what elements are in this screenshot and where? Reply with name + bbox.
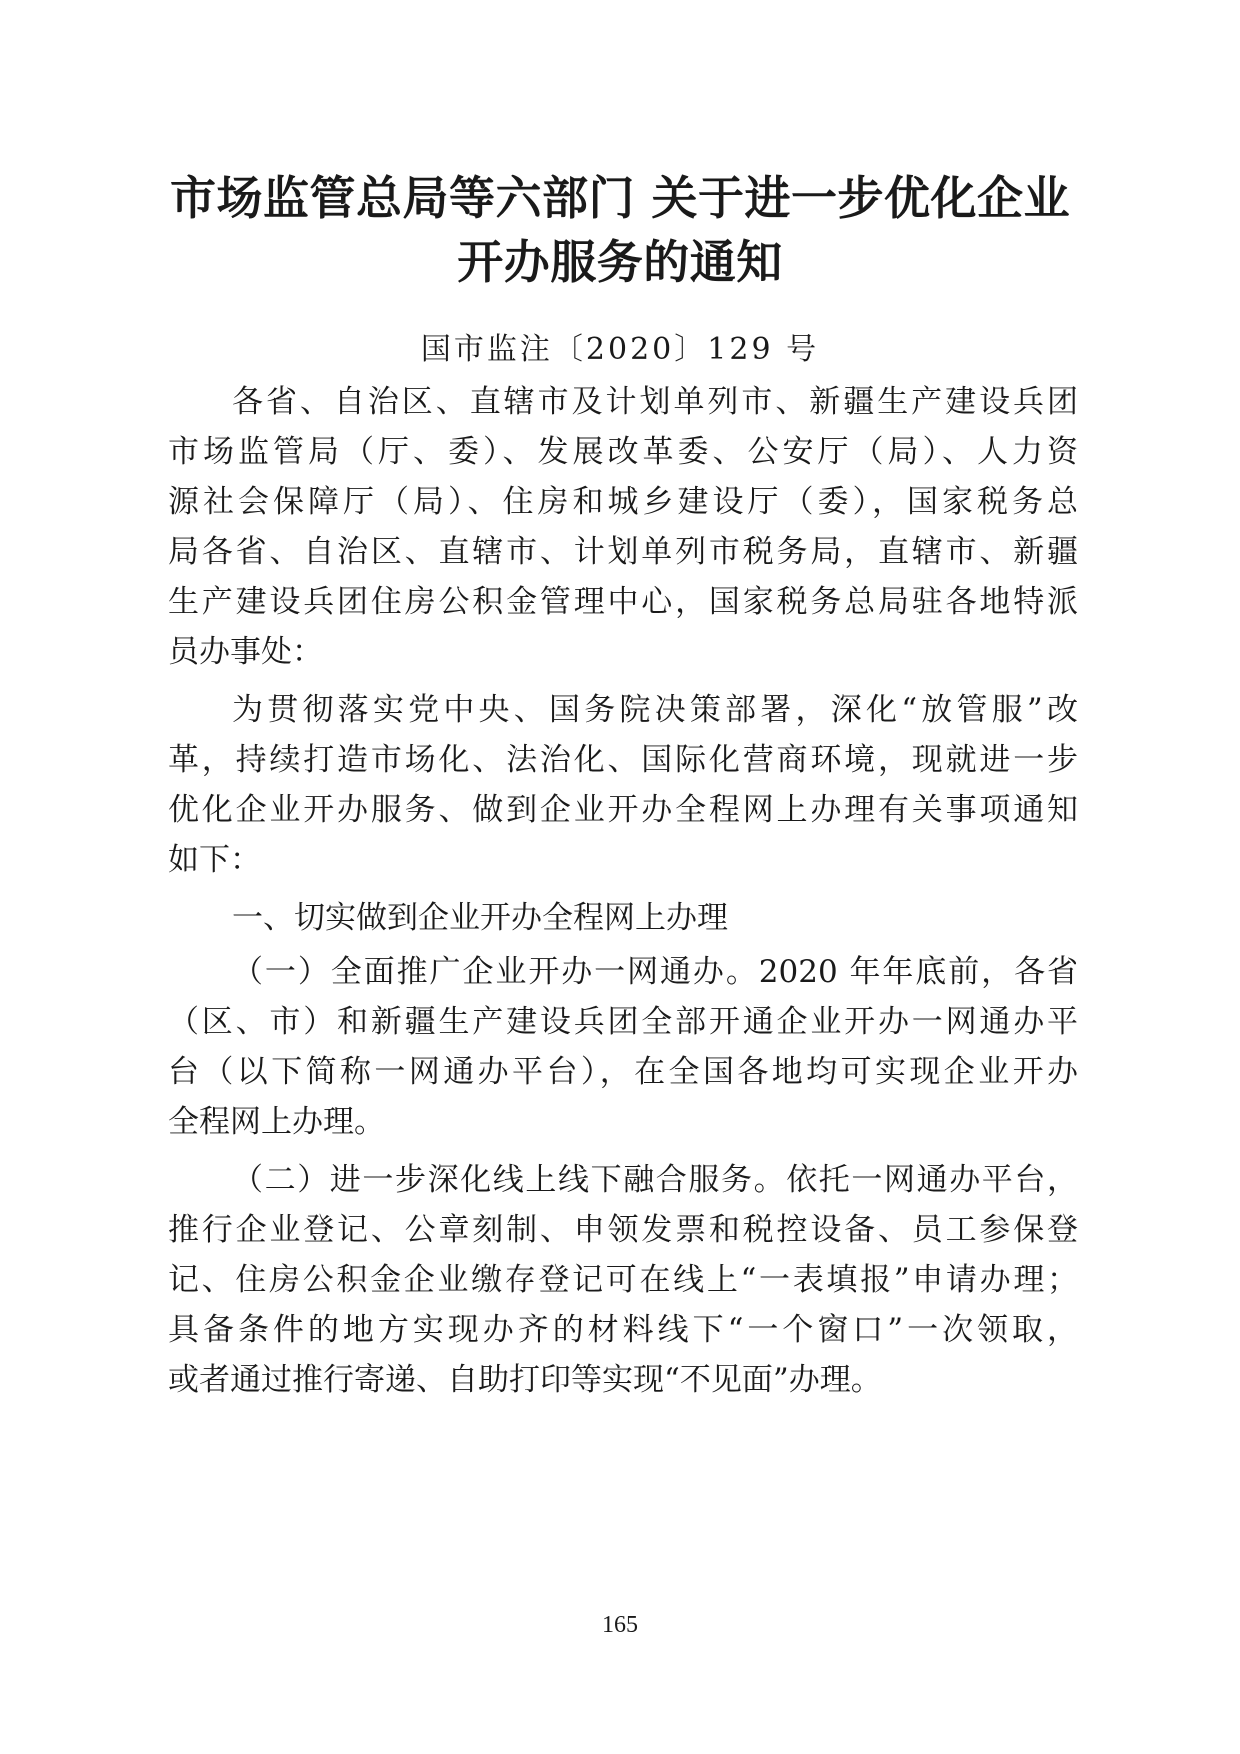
- addressee-line-6: 员办事处：: [168, 634, 323, 670]
- intro-line-2: 革，持续打造市场化、法治化、国际化营商环境，现就进一步: [168, 742, 1078, 778]
- addressee-line-2: 市场监管局（厅、委）、发展改革委、公安厅（局）、人力资: [168, 434, 1078, 470]
- addressee-line-4: 局各省、自治区、直辖市、计划单列市税务局，直辖市、新疆: [168, 534, 1078, 570]
- addressee-line-1: 各省、自治区、直辖市及计划单列市、新疆生产建设兵团: [232, 384, 1078, 420]
- intro-line-4: 如下：: [168, 842, 261, 878]
- item-1-line-1: （一）全面推广企业开办一网通办。2020 年年底前，各省: [232, 954, 1078, 990]
- item-1-line-3: 台（以下简称一网通办平台），在全国各地均可实现企业开办: [168, 1054, 1078, 1090]
- page-number: 165: [602, 1612, 638, 1638]
- item-1-line-4: 全程网上办理。: [168, 1104, 385, 1140]
- item-2-line-1: （二）进一步深化线上线下融合服务。依托一网通办平台，: [232, 1162, 1078, 1198]
- intro-line-3: 优化企业开办服务、做到企业开办全程网上办理有关事项通知: [168, 792, 1078, 828]
- item-2-line-5: 或者通过推行寄递、自助打印等实现“不见面”办理。: [168, 1362, 882, 1398]
- item-2-line-4: 具备条件的地方实现办齐的材料线下“一个窗口”一次领取，: [168, 1312, 1078, 1348]
- section-heading-1: 一、切实做到企业开办全程网上办理: [232, 900, 728, 936]
- addressee-line-3: 源社会保障厅（局）、住房和城乡建设厅（委），国家税务总: [168, 484, 1078, 520]
- item-2-line-3: 记、住房公积金企业缴存登记可在线上“一表填报”申请办理；: [168, 1262, 1078, 1298]
- intro-line-1: 为贯彻落实党中央、国务院决策部署，深化“放管服”改: [232, 692, 1078, 728]
- document-title-line-2: 开办服务的通知: [457, 235, 783, 289]
- document-number: 国市监注〔2020〕129 号: [420, 332, 820, 367]
- document-title-line-1: 市场监管总局等六部门 关于进一步优化企业: [169, 171, 1070, 225]
- item-1-line-2: （区、市）和新疆生产建设兵团全部开通企业开办一网通办平: [168, 1004, 1078, 1040]
- item-2-line-2: 推行企业登记、公章刻制、申领发票和税控设备、员工参保登: [168, 1212, 1078, 1248]
- addressee-line-5: 生产建设兵团住房公积金管理中心，国家税务总局驻各地特派: [168, 584, 1078, 620]
